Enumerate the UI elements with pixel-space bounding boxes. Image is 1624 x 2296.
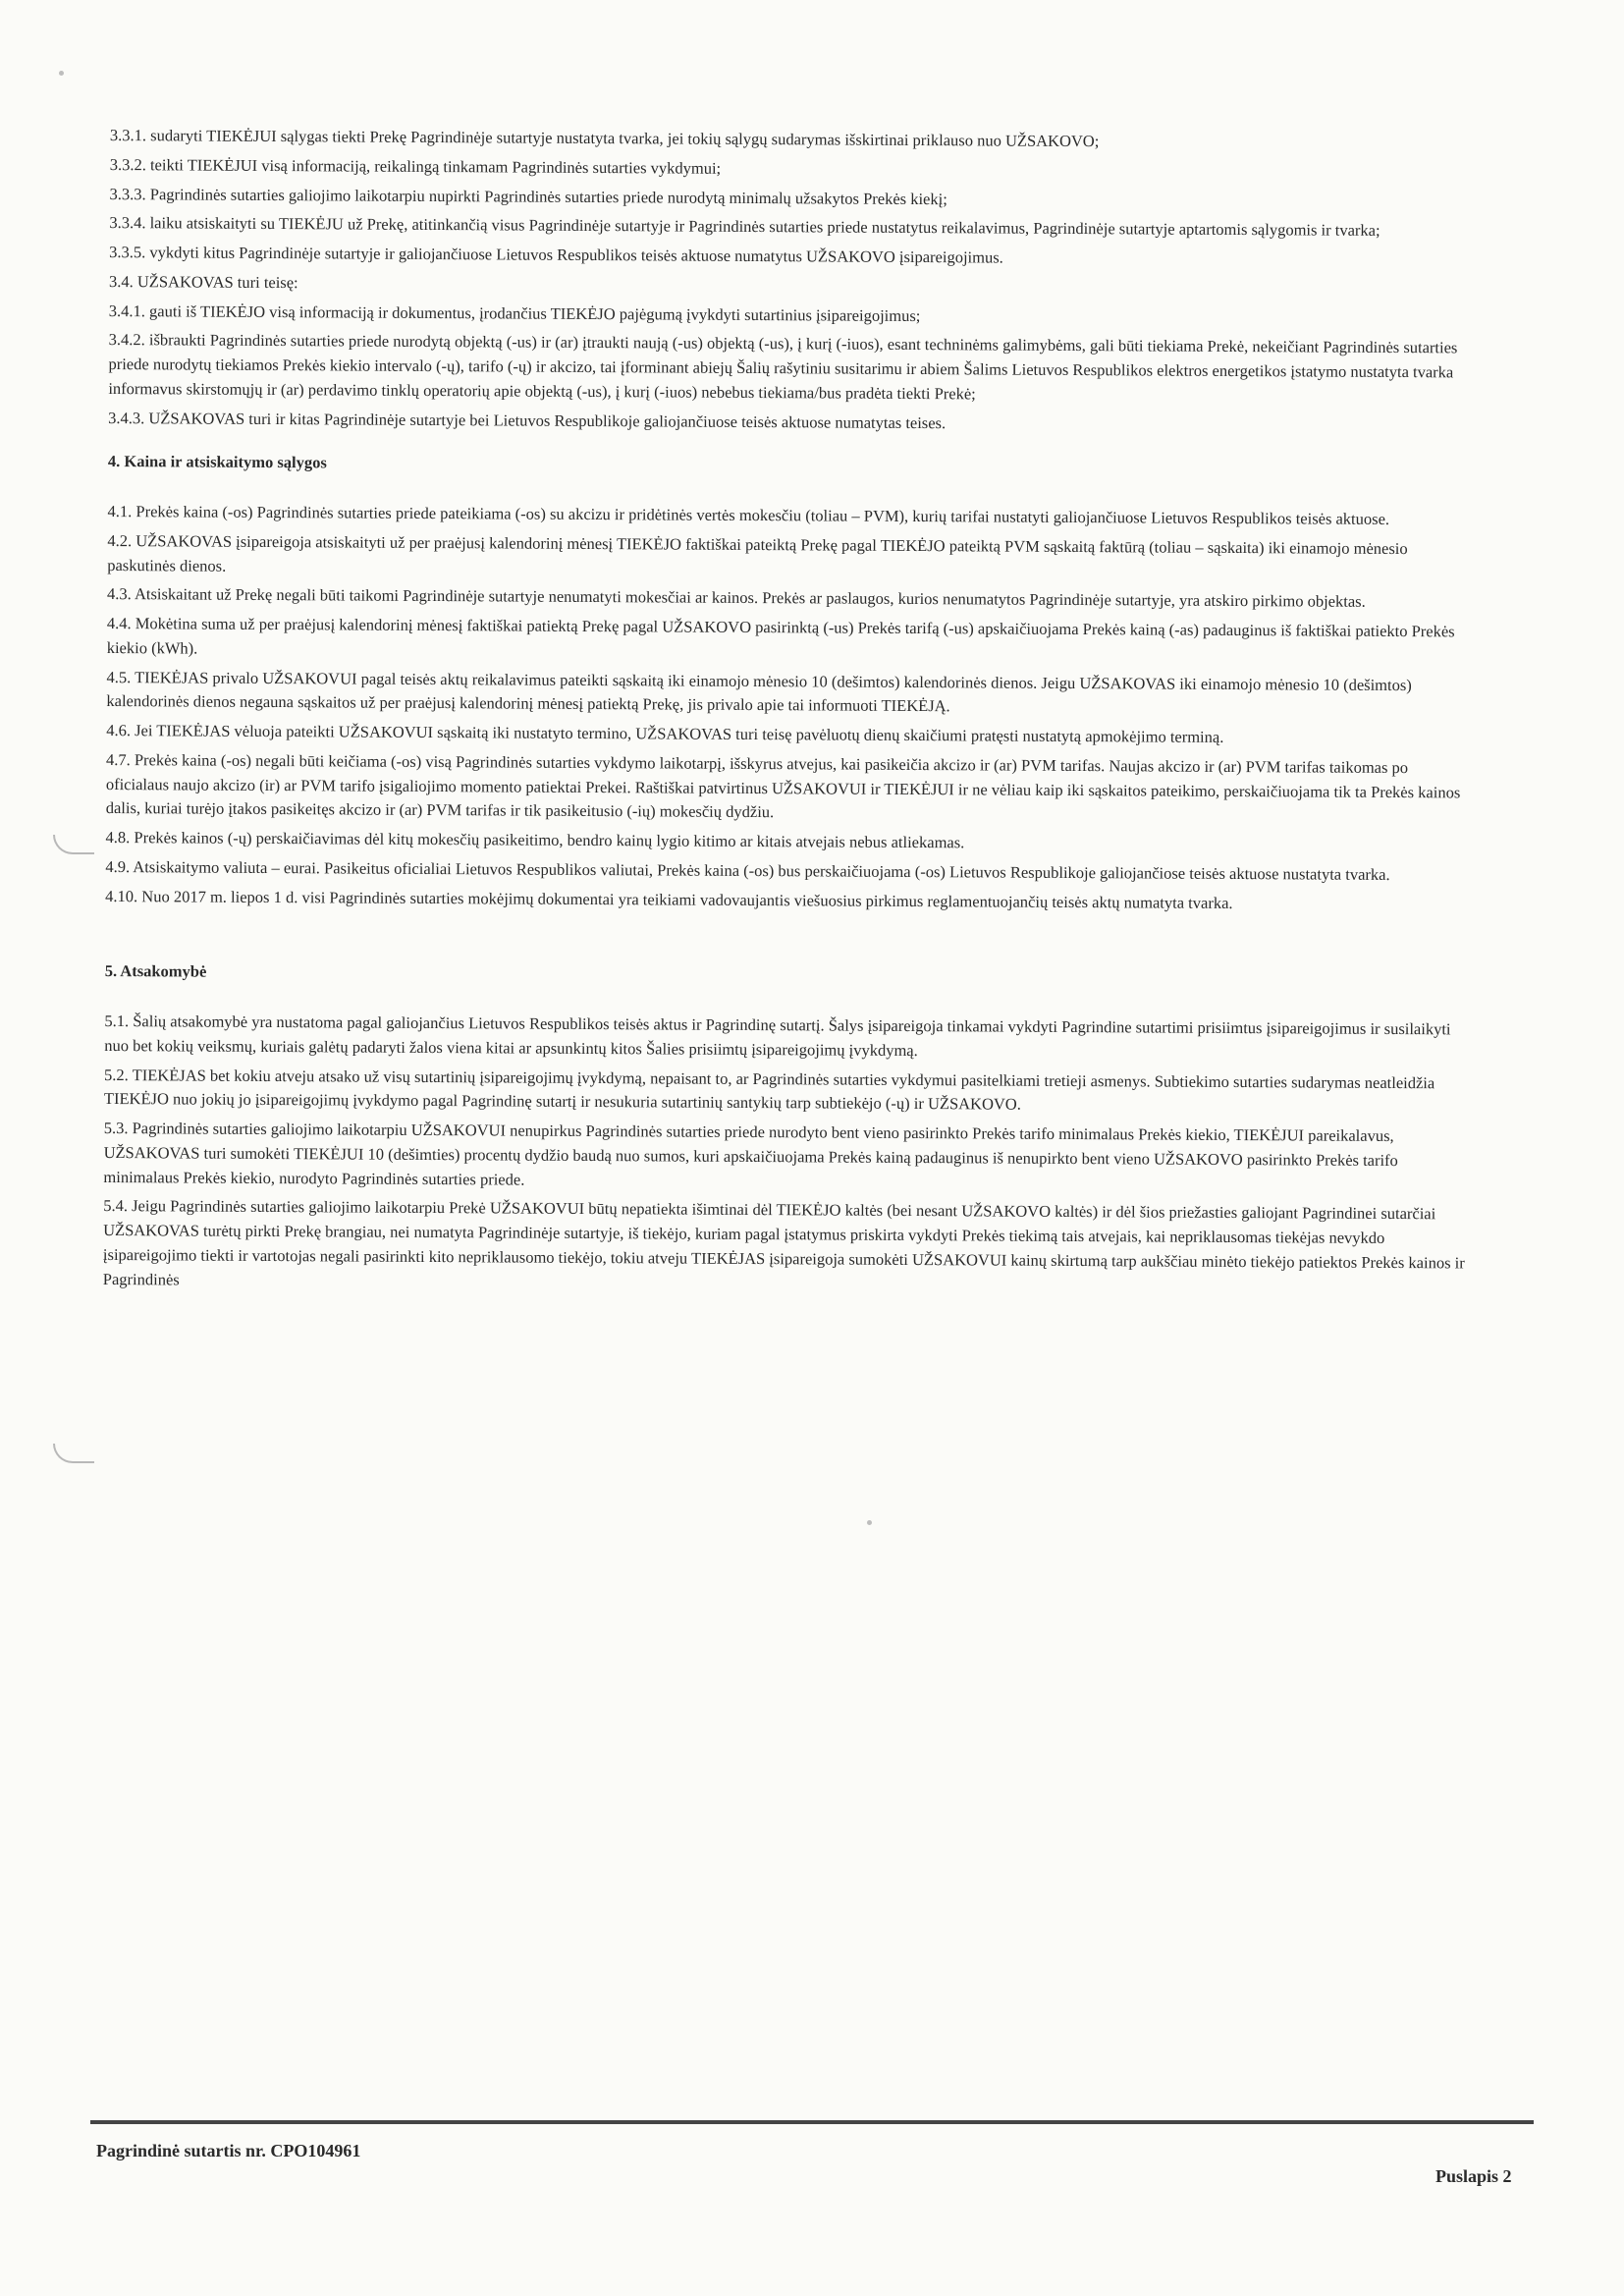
clause-paragraph: 4.5. TIEKĖJAS privalo UŽSAKOVUI pagal teisės aktų reikalavimus pateikti sąskaitą iki einamojo mėnesio 10 (dešimtos) kalendorinės dienos. Jeigu UŽSAKOVAS iki einamojo mėnesio 10 (dešimtos) kalendorinės dienos negauna sąskaitos už per praėjusį kalendorinį mėnesį patiektą Prekę, jis privalo apie tai informuoti TIEKĖJĄ. bbox=[106, 667, 1412, 716]
clause-paragraph: 3.4.2. išbraukti Pagrindinės sutarties priede nurodytą objektą (-us) ir (ar) įtraukti naują (-us) objektą (-us), į kurį (-iuos), esant techninėms galimybėms, gali būti tiekiama Prekė, nekeičiant Pagrindinės sutarties priede nurodytų tiekiamos Prekės kiekio intervalo (-ų), tarifo (-ų) ir akcizo, tai įforminant abiejų Šalių rašytiniu susitarimu ir abiem Šalims Lietuvos Respublikos elektros energetikos įstatymo nustatyta tvarka informavus skirstomųjų ir (ar) perdavimo tinklų operatorių apie objektą (-us), į kurį (-iuos) nebebus tiekiama/bus pradėta tiekti Prekė; bbox=[108, 330, 1458, 404]
clause-paragraph: 3.3.2. teikti TIEKĖJUI visą informaciją, reikalingą tinkamam Pagrindinės sutarties vykdymui; bbox=[109, 154, 722, 178]
clause-paragraph: 5.4. Jeigu Pagrindinės sutarties galiojimo laikotarpiu Prekė UŽSAKOVUI būtų nepatiekta išimtinai dėl TIEKĖJO kaltės (bei nesant UŽSAKOVO kaltės) ir dėl šios priežasties galiojant Pagrindinei sutarčiai UŽSAKOVAS turėtų pirkti Prekę brangiau, nei numatyta Pagrindinėje sutartyje, iš tiekėjo, kuriam pagal įstatymus priskirta vykdyti Prekės tiekimą tais atvejais, kai nepriklausomas tiekėjas nevykdo įsipareigojimo tiekti ir vartotojas negali pasirinkti kito nepriklausomo tiekėjo, tokiu atveju TIEKĖJAS įsipareigoja sumokėti UŽSAKOVUI kainų skirtumą tarp aukščiau minėto tiekėjo patiektos Prekės kainos ir Pagrindinės bbox=[102, 1196, 1465, 1288]
clause-paragraph: 3.4.3. UŽSAKOVAS turi ir kitas Pagrindinėje sutartyje bei Lietuvos Respublikoje galiojančiuose teisės aktuose numatytas teises. bbox=[108, 408, 947, 432]
footer-contract-number: Pagrindinė sutartis nr. CPO104961 bbox=[96, 2141, 361, 2160]
clause-paragraph: 4.8. Prekės kainos (-ų) perskaičiavimas dėl kitų mokesčių pasikeitimo, bendro kainų lygio kitimo ar kitais atvejais nebus atliekamas. bbox=[105, 827, 965, 852]
clause-paragraph: 3.4.1. gauti iš TIEKĖJO visą informaciją ir dokumentus, įrodančius TIEKĖJO pajėgumą įvykdyti sutartinius įsipareigojimus; bbox=[108, 301, 921, 325]
scan-speck bbox=[867, 1520, 872, 1525]
document-body bbox=[103, 124, 1473, 1305]
clause-paragraph: 3.3.4. laiku atsiskaityti su TIEKĖJU už Prekę, atitinkančią visus Pagrindinėje sutartyje ir Pagrindinės sutarties priede nustatytus reikalavimus, Pagrindinėje sutartyje aptartomis sąlygomis ir tvarka; bbox=[109, 213, 1380, 241]
clause-paragraph: 4.10. Nuo 2017 m. liepos 1 d. visi Pagrindinės sutarties mokėjimų dokumentai yra teikiami vadovaujantis viešuosius pirkimus reglamentuojančių teisės aktų numatyta tvarka. bbox=[105, 886, 1233, 912]
clause-paragraph: 5.1. Šalių atsakomybė yra nustatoma pagal galiojančius Lietuvos Respublikos teisės aktus ir Pagrindinę sutartį. Šalys įsipareigoja tinkamai vykdyti Pagrindine sutartimi prisiimtus įsipareigojimus ir susilaikyti nuo bet kokių veiksmų, kuriais galėtų padaryti žalos viena kitai ar apsunkintų kitos Šalies prisiimtų įsipareigojimų įvykdymą. bbox=[104, 1011, 1451, 1060]
footer-page-number: Puslapis 2 bbox=[1435, 2166, 1512, 2186]
footer-divider bbox=[90, 2120, 1534, 2124]
clause-paragraph: 4.9. Atsiskaitymo valiuta – eurai. Pasikeitus oficialiai Lietuvos Respublikos valiutai, Prekės kaina (-os) bus perskaičiuojama (-os) Lietuvos Respublikoje galiojančiose teisės aktuose nustatyta tvarka. bbox=[105, 856, 1390, 884]
clause-paragraph: 5.3. Pagrindinės sutarties galiojimo laikotarpiu UŽSAKOVUI nenupirkus Pagrindinės sutarties priede nurodyto bent vieno pasirinkto Prekės tarifo minimalaus Prekės kiekio, TIEKĖJUI pareikalavus, UŽSAKOVAS turi sumokėti TIEKĖJUI 10 (dešimties) procentų dydžio baudą nuo sumos, kuri apskaičiuojama Prekės kainą padauginus iš nenupirkto bent vieno UŽSAKOVO pasirinkto Prekės tarifo minimalaus Prekės kiekio, nurodyto Pagrindinės sutarties priede. bbox=[103, 1118, 1398, 1189]
clause-paragraph: 4.7. Prekės kaina (-os) negali būti keičiama (-os) visą Pagrindinės sutarties vykdymo laikotarpį, išskyrus atvejus, kai pasikeičia akcizo ir (ar) PVM tarifas. Naujas akcizo ir (ar) PVM tarifas taikomas po oficialaus naujo akcizo (ir) ar PVM tarifo įsigaliojimo momento patiektai Prekei. Raštiškai patvirtinus UŽSAKOVUI ir TIEKĖJUI ir ne vėliau kaip iki sąskaitos pateikimo, perskaičiuojama tik ta Prekės kainos dalis, kuriai turėjo įtakos pasikeitęs akcizo ir (ar) PVM tarifas ir tik pasikeitusio (-ių) mokesčių dydžiu. bbox=[105, 749, 1461, 822]
section-heading: 5. Atsakomybė bbox=[104, 961, 207, 981]
section-heading: 4. Kaina ir atsiskaitymo sąlygos bbox=[107, 452, 327, 472]
clause-paragraph: 4.4. Mokėtina suma už per praėjusį kalendorinį mėnesį faktiškai patiektą Prekę pagal UŽSAKOVO pasirinktą (-us) Prekės tarifą (-us) apskaičiuojama Prekės kainą (-as) padauginus iš faktiškai patiekto Prekės kiekio (kWh). bbox=[106, 613, 1455, 658]
scan-speck bbox=[59, 71, 64, 76]
clause-paragraph: 4.2. UŽSAKOVAS įsipareigoja atsiskaityti už per praėjusį kalendorinį mėnesį TIEKĖJO faktiškai pateiktą Prekę pagal TIEKĖJO pateiktą PVM sąskaitą faktūrą (toliau – sąskaita) iki einamojo mėnesio paskutinės dienos. bbox=[107, 530, 1408, 575]
clause-paragraph: 4.1. Prekės kaina (-os) Pagrindinės sutarties priede pateikiama (-os) su akcizu ir pridėtinės vertės mokesčiu (toliau – PVM), kurių tarifai nustatyti galiojančiuose Lietuvos Respublikos teisės aktuose. bbox=[107, 501, 1390, 528]
clause-paragraph: 3.4. UŽSAKOVAS turi teisę: bbox=[108, 271, 298, 292]
punch-hole-mark bbox=[53, 835, 94, 854]
clause-paragraph: 4.3. Atsiskaitant už Prekę negali būti taikomi Pagrindinėje sutartyje nenumatyti mokesčiai ar kainos. Prekės ar paslaugos, kurios nenumatytos Pagrindinėje sutartyje, yra atskiro pirkimo objektas. bbox=[107, 584, 1366, 612]
clause-paragraph: 3.3.1. sudaryti TIEKĖJUI sąlygas tiekti Prekę Pagrindinėje sutartyje nustatyta tvarka, jei tokių sąlygų sudarymas išskirtinai priklauso nuo UŽSAKOVO; bbox=[109, 125, 1100, 151]
clause-paragraph: 4.6. Jei TIEKĖJAS vėluoja pateikti UŽSAKOVUI sąskaitą iki nustatyto termino, UŽSAKOVAS turi teisę pavėluotų dienų skaičiumi pratęsti nustatytą apmokėjimo terminą. bbox=[106, 720, 1224, 746]
clause-paragraph: 5.2. TIEKĖJAS bet kokiu atveju atsako už visų sutartinių įsipareigojimų įvykdymą, nepaisant to, ar Pagrindinės sutarties vykdymui pasitelkiami tretieji asmenys. Subtiekimo sutarties sudarymas neatleidžia TIEKĖJO nuo jokių jo įsipareigojimų įvykdymo pagal Pagrindinę sutartį ir nesukuria sutartinių santykių tarp subtiekėjo (-ų) ir UŽSAKOVO. bbox=[103, 1065, 1435, 1114]
clause-paragraph: 3.3.5. vykdyti kitus Pagrindinėje sutartyje ir galiojančiuose Lietuvos Respublikos teisės aktuose numatytus UŽSAKOVO įsipareigojimus. bbox=[109, 242, 1003, 267]
clause-paragraph: 3.3.3. Pagrindinės sutarties galiojimo laikotarpiu nupirkti Pagrindinės sutarties priede nurodytą minimalų užsakytos Prekės kiekį; bbox=[109, 184, 947, 208]
punch-hole-mark bbox=[53, 1444, 94, 1463]
